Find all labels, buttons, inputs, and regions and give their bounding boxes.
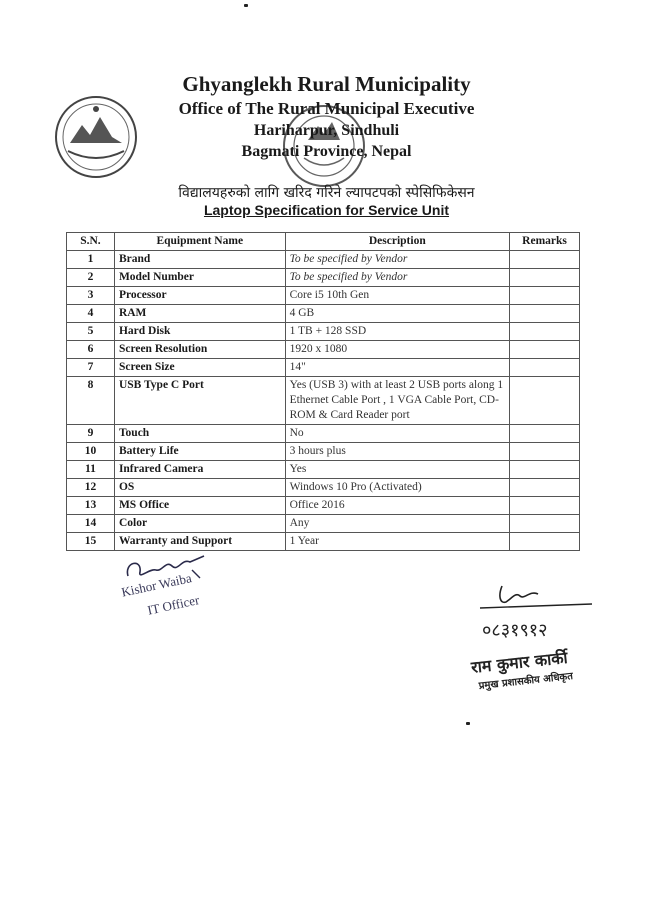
row-sn: 9: [67, 425, 115, 443]
row-sn: 7: [67, 359, 115, 377]
row-remarks: [510, 443, 580, 461]
row-equipment-name: Warranty and Support: [114, 533, 285, 551]
office-province: Bagmati Province, Nepal: [241, 143, 412, 160]
row-equipment-name: Screen Size: [114, 359, 285, 377]
row-description: Any: [285, 515, 509, 533]
column-header-remarks: Remarks: [510, 233, 580, 251]
row-equipment-name: Model Number: [114, 269, 285, 287]
row-remarks: [510, 497, 580, 515]
row-remarks: [510, 269, 580, 287]
column-header-description: Description: [285, 233, 509, 251]
row-remarks: [510, 515, 580, 533]
table-row: [67, 305, 580, 323]
table-row: [67, 269, 580, 287]
row-equipment-name: Color: [114, 515, 285, 533]
row-equipment-name: Screen Resolution: [114, 341, 285, 359]
cao-name-stamp: राम कुमार कार्की: [470, 647, 569, 677]
document-title: Laptop Specification for Service Unit: [203, 202, 450, 218]
table-row: [67, 425, 580, 443]
row-sn: 3: [67, 287, 115, 305]
row-equipment-name: Processor: [114, 287, 285, 305]
row-equipment-name: RAM: [114, 305, 285, 323]
row-description: Office 2016: [285, 497, 509, 515]
row-remarks: [510, 479, 580, 497]
row-sn: 4: [67, 305, 115, 323]
row-equipment-name: MS Office: [114, 497, 285, 515]
row-sn: 5: [67, 323, 115, 341]
scan-speck: [244, 4, 248, 7]
row-equipment-name: Battery Life: [114, 443, 285, 461]
table-row: [67, 377, 580, 425]
scan-speck: [466, 722, 470, 725]
it-officer-name: Kishor Waiba: [120, 570, 193, 600]
row-sn: 6: [67, 341, 115, 359]
row-sn: 1: [67, 251, 115, 269]
cao-role-stamp: प्रमुख प्रशासकीय अधिकृत: [478, 671, 574, 692]
table-row: [67, 443, 580, 461]
row-sn: 12: [67, 479, 115, 497]
row-sn: 10: [67, 443, 115, 461]
row-description: 1 TB + 128 SSD: [285, 323, 509, 341]
row-description: To be specified by Vendor: [285, 251, 509, 269]
row-remarks: [510, 461, 580, 479]
cao-signature-icon: [472, 574, 602, 649]
row-sn: 13: [67, 497, 115, 515]
row-description: 1 Year: [285, 533, 509, 551]
table-header-row: [67, 233, 580, 251]
row-sn: 2: [67, 269, 115, 287]
column-header-sn: S.N.: [67, 233, 115, 251]
row-sn: 8: [67, 377, 115, 425]
table-row: [67, 497, 580, 515]
row-equipment-name: Hard Disk: [114, 323, 285, 341]
row-description: Yes: [285, 461, 509, 479]
row-description: Yes (USB 3) with at least 2 USB ports along 1 Ethernet Cable Port , 1 VGA Cable Port, CD-ROM & Card Reader port: [285, 377, 509, 425]
table-row: [67, 287, 580, 305]
table-row: [67, 461, 580, 479]
it-officer-role: IT Officer: [146, 592, 201, 618]
table-row: [67, 359, 580, 377]
row-equipment-name: Touch: [114, 425, 285, 443]
row-description: 4 GB: [285, 305, 509, 323]
table-row: [67, 251, 580, 269]
specification-table: [66, 232, 580, 551]
row-sn: 11: [67, 461, 115, 479]
row-description: Windows 10 Pro (Activated): [285, 479, 509, 497]
row-description: 1920 x 1080: [285, 341, 509, 359]
row-remarks: [510, 287, 580, 305]
municipality-title: Ghyanglekh Rural Municipality: [182, 72, 471, 96]
row-equipment-name: Infrared Camera: [114, 461, 285, 479]
row-remarks: [510, 359, 580, 377]
table-row: [67, 323, 580, 341]
row-sn: 14: [67, 515, 115, 533]
table-row: [67, 341, 580, 359]
row-remarks: [510, 377, 580, 425]
row-equipment-name: USB Type C Port: [114, 377, 285, 425]
nepali-subtitle: विद्यालयहरुको लागि खरिद गरिने ल्यापटपको स्पेसिफिकेसन: [178, 185, 475, 201]
office-title: Office of The Rural Municipal Executive: [178, 99, 475, 118]
row-description: No: [285, 425, 509, 443]
column-header-equipment: Equipment Name: [114, 233, 285, 251]
cao-signature-date: ०८३१९१२: [482, 620, 548, 641]
office-location: Hariharpur, Sindhuli: [253, 122, 400, 139]
row-description: To be specified by Vendor: [285, 269, 509, 287]
row-sn: 15: [67, 533, 115, 551]
table-row: [67, 515, 580, 533]
row-remarks: [510, 323, 580, 341]
row-description: Core i5 10th Gen: [285, 287, 509, 305]
row-remarks: [510, 425, 580, 443]
row-equipment-name: Brand: [114, 251, 285, 269]
row-remarks: [510, 305, 580, 323]
table-row: [67, 479, 580, 497]
row-description: 3 hours plus: [285, 443, 509, 461]
row-description: 14": [285, 359, 509, 377]
row-remarks: [510, 251, 580, 269]
row-remarks: [510, 341, 580, 359]
row-equipment-name: OS: [114, 479, 285, 497]
row-remarks: [510, 533, 580, 551]
